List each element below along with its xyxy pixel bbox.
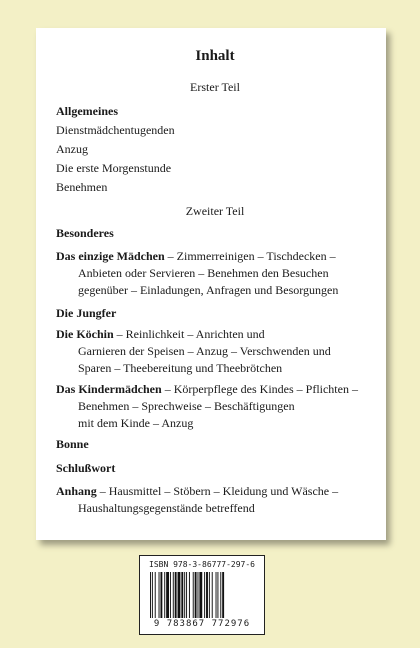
isbn-barcode bbox=[139, 555, 265, 635]
barcode-bar bbox=[212, 572, 213, 618]
barcode-bar bbox=[164, 572, 165, 618]
isbn-number: ISBN 978-3-86777-297-6 bbox=[149, 560, 255, 569]
barcode-bar bbox=[166, 572, 169, 618]
section-jungfer: Die Jungfer bbox=[56, 306, 117, 320]
barcode-bar bbox=[170, 572, 171, 618]
entry-text: Benehmen – Sprechweise – Beschäftigungen bbox=[78, 399, 295, 413]
entry-text: – Zimmerreinigen – Tischdecken – bbox=[164, 249, 336, 263]
barcode-bar bbox=[189, 572, 190, 618]
entry-text: Haushaltungsgegenstände betreffend bbox=[78, 501, 255, 515]
toc-item: Anzug bbox=[56, 142, 88, 156]
entry-text: – Reinlichkeit – Anrichten und bbox=[113, 327, 265, 341]
barcode-bar bbox=[193, 572, 194, 618]
entry-text: gegenüber – Einladungen, Anfragen und Besorgungen bbox=[78, 283, 339, 297]
contents-page bbox=[36, 28, 386, 540]
barcode-bar bbox=[178, 572, 181, 618]
barcode-bar bbox=[175, 572, 177, 618]
entry-text: Garnieren der Speisen – Anzug – Verschwenden und bbox=[78, 344, 331, 358]
barcode-bar bbox=[150, 572, 151, 618]
entry-anhang bbox=[56, 483, 374, 517]
entry-einzige-maedchen bbox=[56, 248, 374, 299]
barcode-bars bbox=[150, 572, 254, 618]
barcode-bar bbox=[155, 572, 156, 618]
barcode-bar bbox=[198, 572, 199, 618]
barcode-bar bbox=[222, 572, 224, 618]
part-one-heading: Erster Teil bbox=[190, 80, 240, 94]
barcode-bar bbox=[181, 572, 183, 618]
part-two-heading: Zweiter Teil bbox=[185, 204, 245, 218]
entry-text: Sparen – Theebereitung und Theebrötchen bbox=[78, 361, 283, 375]
toc-item: Die erste Morgenstunde bbox=[56, 161, 172, 175]
section-allgemeines: Allgemeines bbox=[56, 104, 118, 118]
entry-heading: Das einzige Mädchen bbox=[56, 249, 165, 263]
barcode-bar bbox=[204, 572, 205, 618]
barcode-bar bbox=[195, 572, 197, 618]
barcode-bar bbox=[160, 572, 162, 618]
ean-digits: 9 783867 772976 bbox=[153, 619, 251, 629]
barcode-bar bbox=[206, 572, 208, 618]
barcode-bar bbox=[199, 572, 202, 618]
toc-item: Dienstmädchentugenden bbox=[56, 123, 175, 137]
entry-text: – Körperpflege des Kindes – Pflichten – bbox=[161, 382, 358, 396]
entry-heading: Das Kindermädchen bbox=[56, 382, 162, 396]
entry-text: Anbieten oder Servieren – Benehmen den Besuchen bbox=[78, 266, 329, 280]
barcode-bar bbox=[173, 572, 174, 618]
barcode-bar bbox=[217, 572, 218, 618]
barcode-bar bbox=[209, 572, 210, 618]
section-besonderes: Besonderes bbox=[56, 226, 114, 240]
barcode-bar bbox=[152, 572, 153, 618]
entry-koechin bbox=[56, 326, 374, 377]
barcode-bar bbox=[216, 572, 217, 618]
barcode-bar bbox=[184, 572, 185, 618]
entry-text: – Hausmittel – Stöbern – Kleidung und Wäsche – bbox=[96, 484, 339, 498]
barcode-bar bbox=[220, 572, 221, 618]
entry-kindermaedchen bbox=[56, 381, 374, 432]
barcode-bar bbox=[186, 572, 187, 618]
page-title: Inhalt bbox=[195, 48, 235, 64]
section-schlusswort: Schlußwort bbox=[56, 461, 116, 475]
entry-heading: Die Köchin bbox=[56, 327, 114, 341]
toc-item: Benehmen bbox=[56, 180, 108, 194]
entry-text: mit dem Kinde – Anzug bbox=[78, 416, 194, 430]
section-bonne: Bonne bbox=[56, 437, 89, 451]
barcode-bar bbox=[159, 572, 160, 618]
entry-heading: Anhang bbox=[56, 484, 97, 498]
